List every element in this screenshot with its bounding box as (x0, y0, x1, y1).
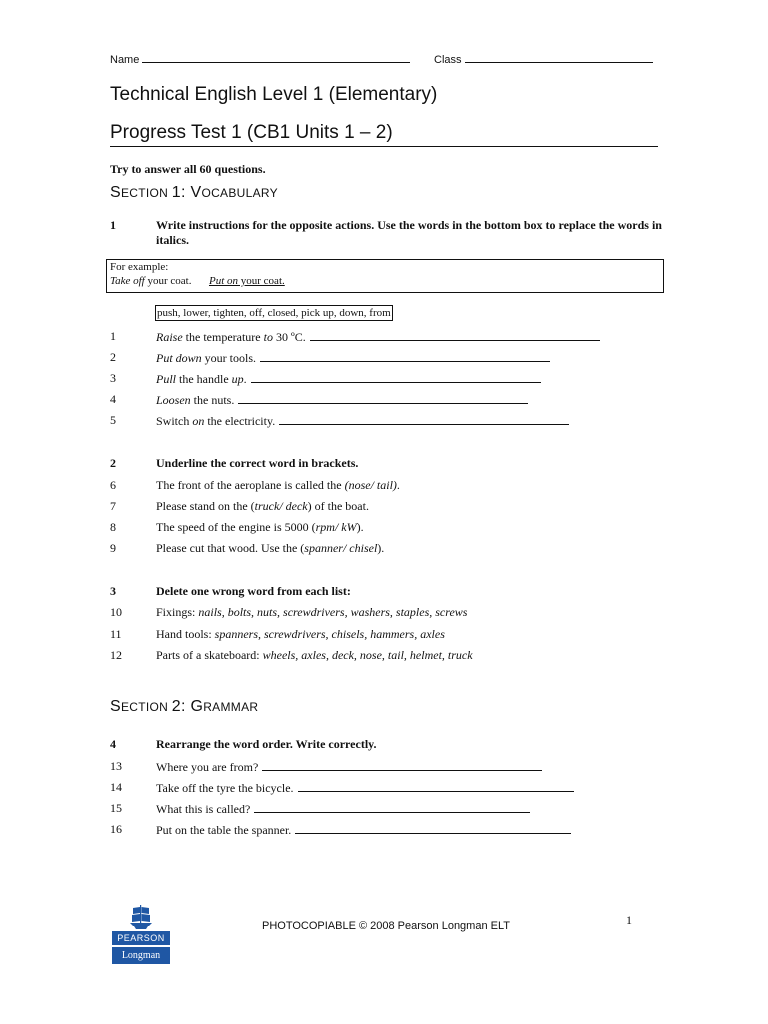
item-2: 2 Put down your tools. (110, 350, 670, 366)
item-16: 16 Put on the table the spanner. (110, 822, 670, 838)
item-9: 9 Please cut that wood. Use the (spanner/ chisel). (110, 541, 385, 555)
longman-wordmark: Longman (112, 947, 170, 964)
item-13: 13 Where you are from? (110, 759, 670, 775)
answer-blank[interactable] (310, 329, 600, 341)
name-blank (142, 50, 410, 63)
document-title: Technical English Level 1 (Elementary) (110, 84, 438, 105)
question-4-instruction: Rearrange the word order. Write correctly. (156, 737, 377, 751)
question-1-heading: 1 Write instructions for the opposite actions. Use the words in the bottom box to replace the words in italics. (110, 218, 670, 248)
item-15: 15 What this is called? (110, 801, 670, 817)
question-2-heading: 2 Underline the correct word in brackets. (110, 456, 670, 472)
question-4-heading: 4 Rearrange the word order. Write correctly. (110, 737, 670, 753)
example-label: For example: (110, 261, 169, 273)
section-1-heading: SECTION 1: VOCABULARY (110, 184, 278, 201)
answer-blank[interactable] (295, 822, 571, 834)
test-title: Progress Test 1 (CB1 Units 1 – 2) (110, 122, 393, 143)
answer-blank[interactable] (238, 392, 528, 404)
example-box (106, 259, 664, 293)
name-field (110, 50, 410, 66)
question-3-heading: 3 Delete one wrong word from each list: (110, 584, 670, 600)
item-1: 1 Raise the temperature to 30 ºC. (110, 329, 670, 345)
class-label: Class (434, 54, 462, 66)
item-7: 7 Please stand on the (truck/ deck) of the boat. (110, 499, 369, 513)
class-field (434, 50, 653, 66)
item-12: 12 Parts of a skateboard: wheels, axles, deck, nose, tail, helmet, truck (110, 648, 473, 662)
item-3: 3 Pull the handle up. (110, 371, 670, 387)
footer-text: PHOTOCOPIABLE © 2008 Pearson Longman ELT (262, 920, 510, 932)
name-label: Name (110, 54, 140, 66)
answer-blank[interactable] (254, 801, 530, 813)
answer-blank[interactable] (262, 759, 542, 771)
item-6: 6 The front of the aeroplane is called the (nose/ tail). (110, 478, 400, 492)
title-rule (110, 146, 658, 147)
item-11: 11 Hand tools: spanners, screwdrivers, chisels, hammers, axles (110, 627, 445, 641)
pearson-longman-logo (112, 902, 170, 964)
answer-blank[interactable] (251, 371, 541, 383)
item-5: 5 Switch on the electricity. (110, 413, 670, 429)
answer-blank[interactable] (279, 413, 569, 425)
item-8: 8 The speed of the engine is 5000 (rpm/ kW). (110, 520, 364, 534)
example-line: Take off your coat. Put on your coat. (110, 275, 285, 287)
ship-icon (112, 902, 170, 930)
word-box: push, lower, tighten, off, closed, pick up, down, from (157, 307, 391, 319)
page-number: 1 (626, 913, 632, 927)
answer-blank[interactable] (260, 350, 550, 362)
answer-blank[interactable] (298, 780, 574, 792)
question-2-instruction: Underline the correct word in brackets. (156, 456, 359, 470)
question-3-instruction: Delete one wrong word from each list: (156, 584, 351, 598)
class-blank (465, 50, 653, 63)
section-2-heading: SECTION 2: GRAMMAR (110, 698, 259, 715)
item-10: 10 Fixings: nails, bolts, nuts, screwdrivers, washers, staples, screws (110, 605, 468, 619)
item-4: 4 Loosen the nuts. (110, 392, 670, 408)
pearson-wordmark: PEARSON (112, 931, 170, 945)
question-1-instruction: Write instructions for the opposite actions. Use the words in the bottom box to replace the words in italics. (156, 218, 662, 247)
item-14: 14 Take off the tyre the bicycle. (110, 780, 670, 796)
intro-text: Try to answer all 60 questions. (110, 162, 266, 176)
